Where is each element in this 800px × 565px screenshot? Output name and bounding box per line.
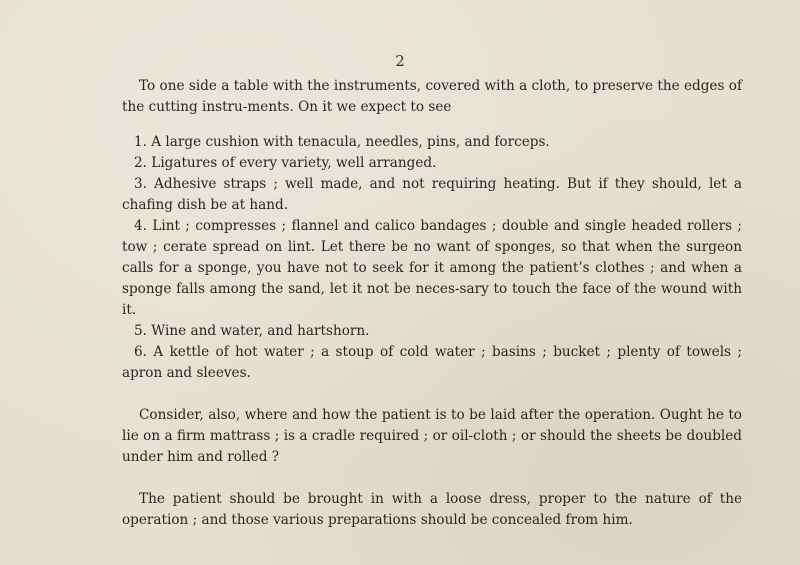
list-item-5: 5. Wine and water, and hartshorn. <box>134 323 370 339</box>
list-item-4: 4. Lint ; compresses ; flannel and calico bandages ; double and single headed rollers ; tow ; cerate spread on lint. Let there be no want of sponges, so that when the surgeon calls for a sponge, you have not to seek for it among the patient’s clothes ; and when a sponge falls among the sand, let it not be neces-sary to touch the face of the wound with it. <box>122 218 742 318</box>
intro-paragraph: To one side a table with the instruments, covered with a cloth, to preserve the edges of the cutting instru-ments. On it we expect to see <box>122 78 742 115</box>
consider-paragraph: Consider, also, where and how the patient is to be laid after the operation. Ought he to lie on a firm mattrass ; is a cradle required ; or oil-cloth ; or should the sheets be doubled under him and rolled ? <box>122 407 742 465</box>
list-item-2: 2. Ligatures of every variety, well arranged. <box>134 155 437 171</box>
page-number: 2 <box>395 52 405 70</box>
list-item-1: 1. A large cushion with tenacula, needles, pins, and forceps. <box>134 134 550 150</box>
closing-paragraph: The patient should be brought in with a loose dress, proper to the nature of the operation ; and those various preparations should be concealed from him. <box>122 491 742 528</box>
list-item-3: 3. Adhesive straps ; well made, and not requiring heating. But if they should, let a chafing dish be at hand. <box>122 176 742 213</box>
body-text <box>122 76 742 531</box>
list-item-6: 6. A kettle of hot water ; a stoup of cold water ; basins ; bucket ; plenty of towels ; apron and sleeves. <box>122 344 742 381</box>
